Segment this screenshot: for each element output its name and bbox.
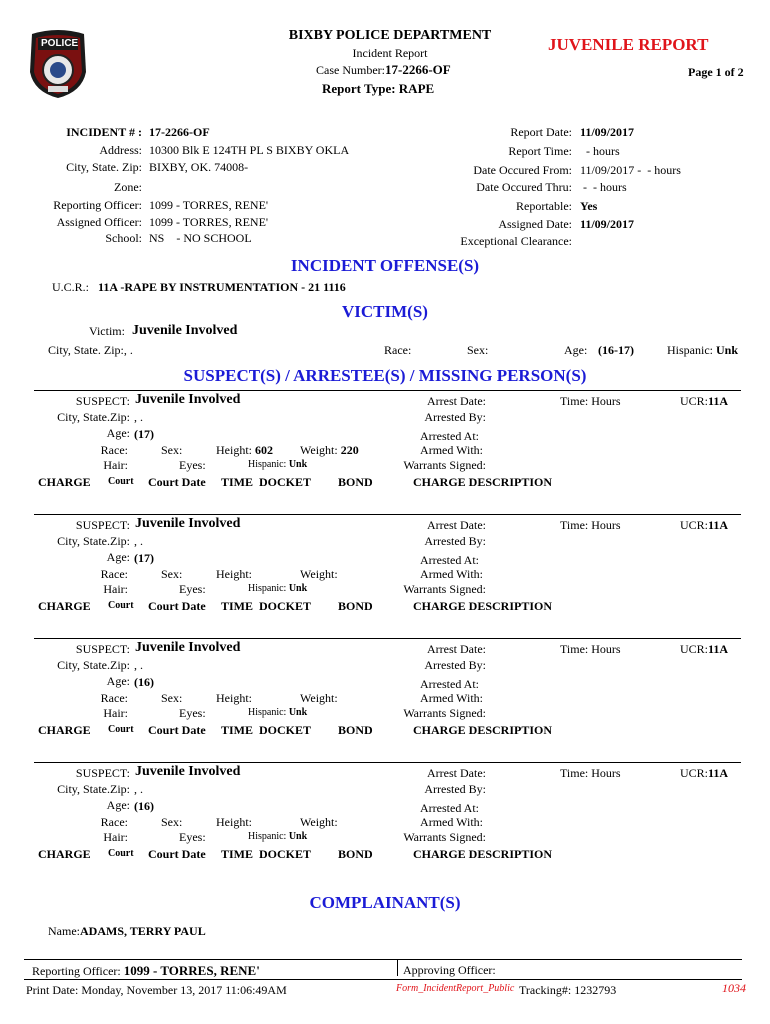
court-header: Court <box>108 600 134 611</box>
suspect-sex-label: Sex: <box>161 443 183 457</box>
footer-divider <box>24 959 742 960</box>
bond-header: BOND <box>338 723 373 737</box>
arrested-by-label: Arrested By: <box>424 410 486 424</box>
suspect-city-value: , . <box>134 782 143 796</box>
suspect-weight-label: Weight: <box>300 691 338 705</box>
suspect-hair-label: Hair: <box>103 830 128 844</box>
page-code: 1034 <box>722 981 746 995</box>
suspect-ucr-label: UCR: <box>680 518 709 532</box>
suspect-hispanic-label: Hispanic: <box>248 583 287 594</box>
suspect-city-label: City, State.Zip: <box>57 658 130 672</box>
address-label: Address: <box>99 143 142 157</box>
armed-with-label: Armed With: <box>420 443 483 457</box>
form-name: Form_IncidentReport_Public <box>396 983 515 994</box>
victim-age-label: Age: <box>564 343 588 357</box>
date-from-label: Date Occured From: <box>473 163 572 177</box>
time-docket-header: TIME DOCKET <box>221 723 312 737</box>
suspect-height-label: Height: <box>216 443 252 457</box>
suspect-weight-label: Weight: <box>300 443 338 457</box>
charge-description-header: CHARGE DESCRIPTION <box>413 847 553 861</box>
suspect-weight-label: Weight: <box>300 815 338 829</box>
suspect-label: SUSPECT: <box>75 394 130 408</box>
armed-with-label: Armed With: <box>420 567 483 581</box>
incident-number-label: INCIDENT # : <box>66 125 142 139</box>
report-time-value: - hours <box>586 144 620 158</box>
suspect-name: Juvenile Involved <box>135 392 241 407</box>
arrest-time-label: Time: Hours <box>560 766 621 780</box>
footer-divider-2 <box>24 979 742 980</box>
offense-section-title: INCIDENT OFFENSE(S) <box>290 256 480 275</box>
suspect-eyes-label: Eyes: <box>179 458 206 472</box>
page-indicator: Page 1 of 2 <box>688 65 744 79</box>
arrested-at-label: Arrested At: <box>420 801 479 815</box>
arrested-at-label: Arrested At: <box>420 429 479 443</box>
reportable-label: Reportable: <box>516 199 572 213</box>
footer-separator <box>397 960 398 976</box>
arrest-date-label: Arrest Date: <box>427 518 486 532</box>
court-date-header: Court Date <box>148 847 206 861</box>
suspect-weight-value: 220 <box>340 443 359 457</box>
victim-hispanic-value: Unk <box>716 343 739 357</box>
arrest-time-label: Time: Hours <box>560 394 621 408</box>
zone-label: Zone: <box>114 180 142 194</box>
suspect-age-label: Age: <box>106 674 130 688</box>
victim-name: Juvenile Involved <box>132 323 238 338</box>
assigned-date-label: Assigned Date: <box>498 217 572 231</box>
arrested-at-label: Arrested At: <box>420 677 479 691</box>
suspect-hispanic-value: Unk <box>288 831 308 842</box>
suspect-ucr-value: 11A <box>708 394 729 408</box>
suspect-record <box>0 514 770 634</box>
warrants-signed-label: Warrants Signed: <box>403 458 486 472</box>
bond-header: BOND <box>338 599 373 613</box>
victim-age-value: (16-17) <box>598 343 634 357</box>
charge-description-header: CHARGE DESCRIPTION <box>413 599 553 613</box>
suspect-record <box>0 390 770 510</box>
suspect-age-label: Age: <box>106 798 130 812</box>
department-name: BIXBY POLICE DEPARTMENT <box>288 28 492 43</box>
date-thru-label: Date Occured Thru: <box>476 180 572 194</box>
suspect-ucr-label: UCR: <box>680 766 709 780</box>
ucr-label: U.C.R.: <box>52 280 90 294</box>
time-docket-header: TIME DOCKET <box>221 599 312 613</box>
suspect-age-value: (17) <box>134 551 154 565</box>
badge-lettering: POLICE <box>41 38 79 49</box>
suspect-name: Juvenile Involved <box>135 640 241 655</box>
suspect-ucr-value: 11A <box>708 518 729 532</box>
suspect-hair-label: Hair: <box>103 706 128 720</box>
exceptional-clearance-label: Exceptional Clearance: <box>460 234 572 248</box>
complainant-name: ADAMS, TERRY PAUL <box>80 924 206 938</box>
charge-header: CHARGE <box>38 847 91 861</box>
victim-label: Victim: <box>89 324 125 338</box>
suspect-city-value: , . <box>134 410 143 424</box>
suspect-race-label: Race: <box>100 567 128 581</box>
suspect-eyes-label: Eyes: <box>179 582 206 596</box>
suspect-label: SUSPECT: <box>75 642 130 656</box>
suspect-hair-label: Hair: <box>103 458 128 472</box>
victim-hispanic-label: Hispanic: <box>667 343 713 357</box>
arrested-by-label: Arrested By: <box>424 658 486 672</box>
arrest-date-label: Arrest Date: <box>427 766 486 780</box>
suspect-age-value: (17) <box>134 427 154 441</box>
suspect-city-label: City, State.Zip: <box>57 410 130 424</box>
suspect-label: SUSPECT: <box>75 518 130 532</box>
suspect-sex-label: Sex: <box>161 815 183 829</box>
city-value: BIXBY, OK. 74008- <box>149 160 249 174</box>
footer-reporting-officer-label: Reporting Officer: <box>32 964 121 978</box>
court-date-header: Court Date <box>148 723 206 737</box>
suspect-city-value: , . <box>134 534 143 548</box>
reportable-value: Yes <box>580 199 598 213</box>
victim-city-label: City, State. Zip:, . <box>48 343 133 357</box>
report-type: Report Type: RAPE <box>322 81 435 96</box>
suspect-hair-label: Hair: <box>103 582 128 596</box>
arrest-time-label: Time: Hours <box>560 518 621 532</box>
charge-header: CHARGE <box>38 723 91 737</box>
section-divider <box>34 638 741 639</box>
charge-description-header: CHARGE DESCRIPTION <box>413 475 553 489</box>
section-divider <box>34 762 741 763</box>
time-docket-header: TIME DOCKET <box>221 847 312 861</box>
complainant-section-title: COMPLAINANT(S) <box>309 893 461 912</box>
case-number-label: Case Number: <box>316 63 385 77</box>
suspect-hispanic-value: Unk <box>288 707 308 718</box>
victim-section-title: VICTIM(S) <box>342 302 428 321</box>
suspect-label: SUSPECT: <box>75 766 130 780</box>
suspect-hispanic-label: Hispanic: <box>248 707 287 718</box>
report-subtitle: Incident Report <box>352 46 428 60</box>
assigned-date-value: 11/09/2017 <box>580 217 635 231</box>
charge-header: CHARGE <box>38 475 91 489</box>
court-date-header: Court Date <box>148 475 206 489</box>
time-docket-header: TIME DOCKET <box>221 475 312 489</box>
suspect-name: Juvenile Involved <box>135 764 241 779</box>
court-header: Court <box>108 848 134 859</box>
incident-number: 17-2266-OF <box>149 125 210 139</box>
warrants-signed-label: Warrants Signed: <box>403 582 486 596</box>
suspect-age-value: (16) <box>134 675 154 689</box>
charge-header: CHARGE <box>38 599 91 613</box>
suspect-city-value: , . <box>134 658 143 672</box>
suspect-height-label: Height: <box>216 691 252 705</box>
charge-description-header: CHARGE DESCRIPTION <box>413 723 553 737</box>
reporting-officer-value: 1099 - TORRES, RENE' <box>149 198 269 212</box>
section-divider <box>34 390 741 391</box>
reporting-officer-label: Reporting Officer: <box>53 198 142 212</box>
court-date-header: Court Date <box>148 599 206 613</box>
assigned-officer-value: 1099 - TORRES, RENE' <box>149 215 269 229</box>
suspect-eyes-label: Eyes: <box>179 830 206 844</box>
juvenile-report-banner: JUVENILE REPORT <box>548 35 709 54</box>
suspect-city-label: City, State.Zip: <box>57 534 130 548</box>
victim-sex-label: Sex: <box>467 343 489 357</box>
suspect-race-label: Race: <box>100 443 128 457</box>
suspect-race-label: Race: <box>100 691 128 705</box>
bond-header: BOND <box>338 847 373 861</box>
suspect-city-label: City, State.Zip: <box>57 782 130 796</box>
date-thru-value: - - hours <box>583 180 627 194</box>
school-label: School: <box>105 231 142 245</box>
address-value: 10300 Blk E 124TH PL S BIXBY OKLA <box>149 143 350 157</box>
bond-header: BOND <box>338 475 373 489</box>
armed-with-label: Armed With: <box>420 691 483 705</box>
suspect-height-label: Height: <box>216 815 252 829</box>
report-time-label: Report Time: <box>508 144 572 158</box>
suspect-height-value: 602 <box>255 443 273 457</box>
suspect-height-label: Height: <box>216 567 252 581</box>
suspect-sex-label: Sex: <box>161 567 183 581</box>
footer-reporting-officer-value: 1099 - TORRES, RENE' <box>123 963 260 978</box>
suspect-eyes-label: Eyes: <box>179 706 206 720</box>
arrest-time-label: Time: Hours <box>560 642 621 656</box>
suspect-race-label: Race: <box>100 815 128 829</box>
arrest-date-label: Arrest Date: <box>427 642 486 656</box>
warrants-signed-label: Warrants Signed: <box>403 830 486 844</box>
assigned-officer-label: Assigned Officer: <box>56 215 142 229</box>
arrested-by-label: Arrested By: <box>424 782 486 796</box>
report-date-value: 11/09/2017 <box>580 125 635 139</box>
suspect-sex-label: Sex: <box>161 691 183 705</box>
suspect-ucr-value: 11A <box>708 642 729 656</box>
suspect-name: Juvenile Involved <box>135 516 241 531</box>
date-from-value: 11/09/2017 - - hours <box>580 163 681 177</box>
school-value: NS - NO SCHOOL <box>149 231 252 245</box>
city-label: City, State. Zip: <box>66 160 142 174</box>
ucr-offense-value: 11A -RAPE BY INSTRUMENTATION - 21 1116 <box>98 280 346 294</box>
suspect-age-value: (16) <box>134 799 154 813</box>
warrants-signed-label: Warrants Signed: <box>403 706 486 720</box>
report-date-label: Report Date: <box>510 125 572 139</box>
suspect-ucr-label: UCR: <box>680 394 709 408</box>
court-header: Court <box>108 476 134 487</box>
suspect-weight-label: Weight: <box>300 567 338 581</box>
suspect-record <box>0 638 770 758</box>
court-header: Court <box>108 724 134 735</box>
police-badge-logo <box>26 28 90 100</box>
arrested-at-label: Arrested At: <box>420 553 479 567</box>
suspects-section-title: SUSPECT(S) / ARRESTEE(S) / MISSING PERSON(S) <box>183 366 587 385</box>
suspect-hispanic-value: Unk <box>288 459 308 470</box>
suspect-hispanic-label: Hispanic: <box>248 831 287 842</box>
victim-race-label: Race: <box>384 343 412 357</box>
section-divider <box>34 514 741 515</box>
armed-with-label: Armed With: <box>420 815 483 829</box>
arrest-date-label: Arrest Date: <box>427 394 486 408</box>
suspect-ucr-label: UCR: <box>680 642 709 656</box>
approving-officer-label: Approving Officer: <box>403 963 496 977</box>
complainant-name-label: Name: <box>48 924 80 938</box>
suspect-ucr-value: 11A <box>708 766 729 780</box>
case-number: 17-2266-OF <box>384 62 451 77</box>
suspect-age-label: Age: <box>106 426 130 440</box>
suspect-record <box>0 762 770 882</box>
suspect-hispanic-label: Hispanic: <box>248 459 287 470</box>
arrested-by-label: Arrested By: <box>424 534 486 548</box>
suspect-hispanic-value: Unk <box>288 583 308 594</box>
print-date: Print Date: Monday, November 13, 2017 11:06:49AM <box>26 983 287 997</box>
tracking-number: Tracking#: 1232793 <box>519 983 617 997</box>
suspect-age-label: Age: <box>106 550 130 564</box>
